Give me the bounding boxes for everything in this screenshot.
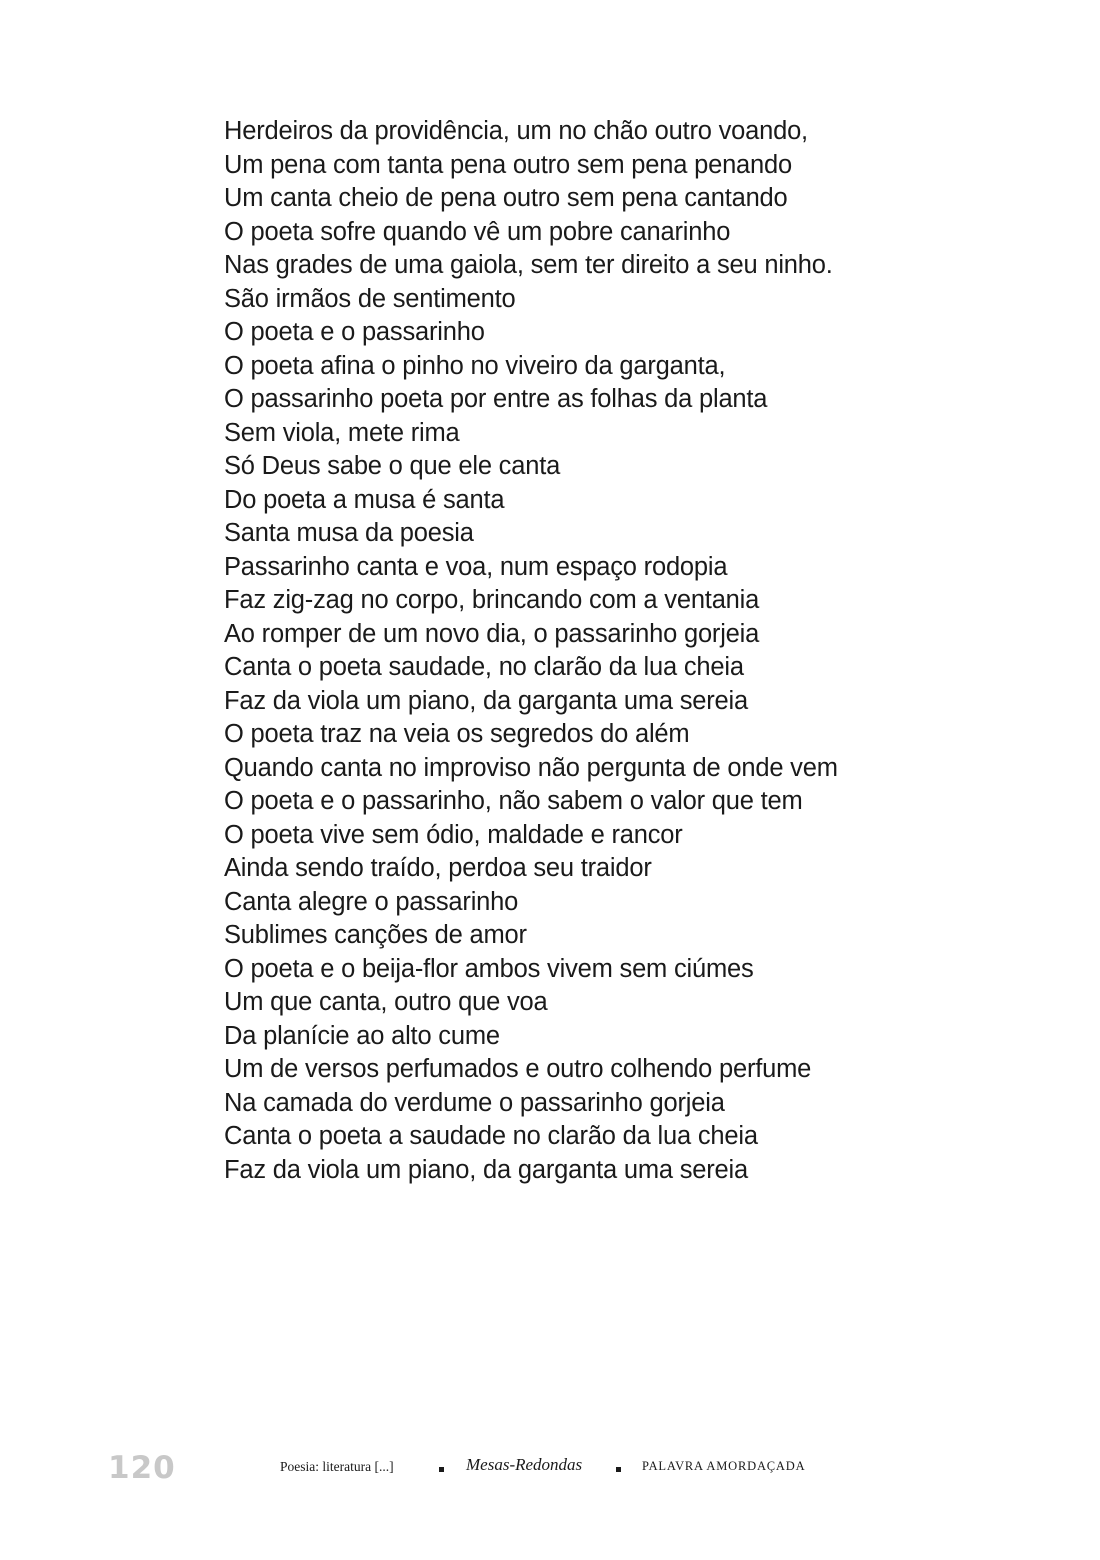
poem-line: Canta o poeta saudade, no clarão da lua cheia [224, 653, 744, 681]
poem-line: Santa musa da poesia [224, 519, 474, 547]
poem-line: Só Deus sabe o que ele canta [224, 452, 561, 480]
poem-line: Do poeta a musa é santa [224, 485, 505, 514]
page-footer [108, 1450, 838, 1490]
poem-line: O poeta vive sem ódio, maldade e rancor [224, 820, 683, 849]
poem-line: O passarinho poeta por entre as folhas da planta [224, 385, 768, 413]
poem-line: Faz zig-zag no corpo, brincando com a ventania [224, 586, 760, 614]
footer-book-title: PALAVRA AMORDAÇADA [642, 1459, 806, 1473]
footer-series-title: Mesas-Redondas [466, 1455, 583, 1474]
page-number: 120 [108, 1450, 176, 1486]
poem-line: Na camada do verdume o passarinho gorjeia [224, 1088, 725, 1117]
poem-line: Nas grades de uma gaiola, sem ter direito a seu ninho. [224, 251, 833, 279]
poem-line: Canta alegre o passarinho [224, 887, 519, 916]
poem-line: Herdeiros da providência, um no chão outro voando, [224, 117, 808, 145]
footer-separator [439, 1467, 444, 1472]
poem-line: Um canta cheio de pena outro sem pena cantando [224, 184, 788, 212]
poem-line: Passarinho canta e voa, num espaço rodopia [224, 552, 728, 581]
poem-line: O poeta sofre quando vê um pobre canarinho [224, 217, 731, 246]
poem-line: Sem viola, mete rima [224, 418, 460, 447]
poem-line: Um pena com tanta pena outro sem pena penando [224, 150, 792, 179]
poem-line: Canta o poeta a saudade no clarão da lua cheia [224, 1122, 758, 1150]
poem-line: Quando canta no improviso não pergunta de onde vem [224, 753, 838, 782]
poem-line: O poeta traz na veia os segredos do além [224, 720, 690, 748]
poem-line: São irmãos de sentimento [224, 284, 516, 313]
poem-line: Faz da viola um piano, da garganta uma sereia [224, 686, 748, 715]
footer-section-title: Poesia: literatura [...] [280, 1459, 394, 1474]
poem-line: Sublimes canções de amor [224, 921, 527, 949]
poem-line: Um de versos perfumados e outro colhendo perfume [224, 1055, 812, 1083]
poem-line: O poeta e o beija-flor ambos vivem sem ciúmes [224, 954, 754, 983]
poem-text [224, 115, 838, 1187]
poem-line: O poeta e o passarinho [224, 318, 485, 346]
footer-separator [616, 1467, 621, 1472]
poem-line: O poeta e o passarinho, não sabem o valor que tem [224, 787, 803, 815]
poem-line: Faz da viola um piano, da garganta uma sereia [224, 1155, 748, 1184]
poem-line: Um que canta, outro que voa [224, 988, 548, 1016]
poem-line: Ainda sendo traído, perdoa seu traidor [224, 854, 652, 882]
poem-line: Da planície ao alto cume [224, 1021, 500, 1050]
poem-line: O poeta afina o pinho no viveiro da garganta, [224, 351, 726, 380]
poem-line: Ao romper de um novo dia, o passarinho gorjeia [224, 619, 760, 648]
